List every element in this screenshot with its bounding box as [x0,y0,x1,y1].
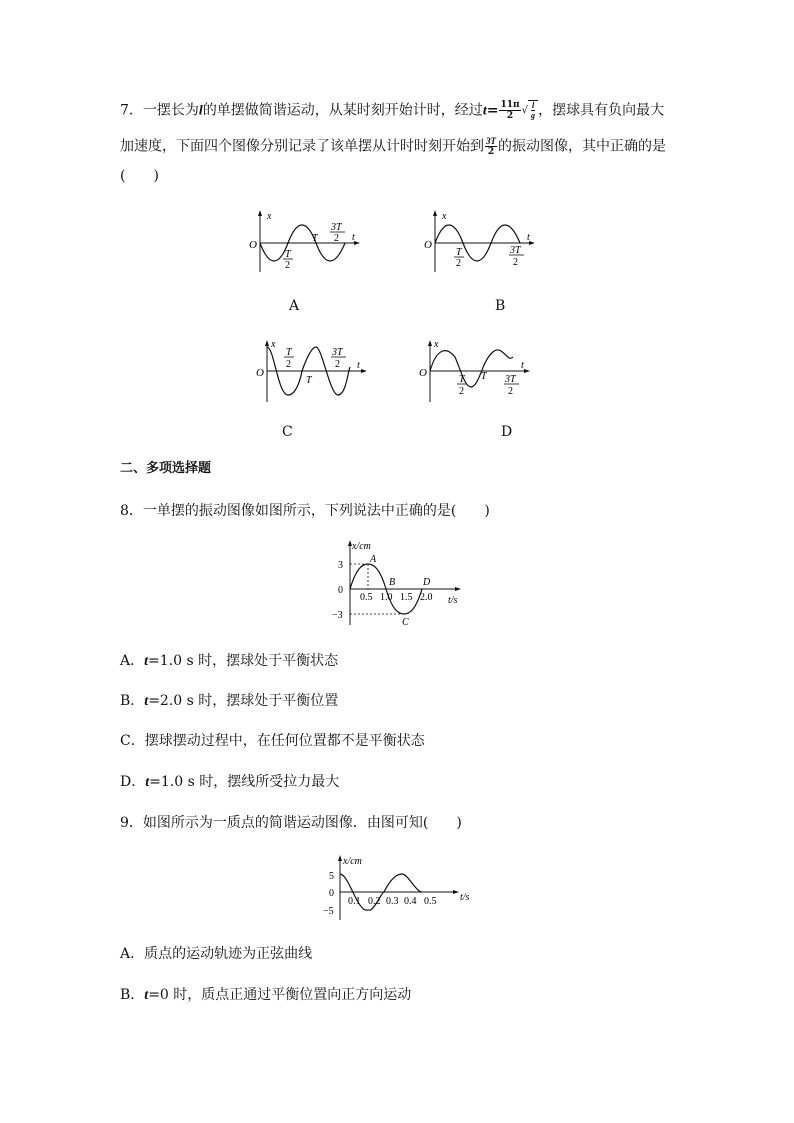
q7-graph-b [420,207,540,277]
svg-text:T: T [312,233,318,244]
q8-choice-c[interactable]: C．摆球摆动过程中，在任何位置都不是平衡状态 [120,733,425,749]
svg-text:O: O [424,239,432,251]
svg-text:−3: −3 [332,610,343,621]
svg-text:t: t [527,232,530,243]
q7-fraction-1: $\frac{11\pi}{2}$ [500,100,520,121]
svg-text:x: x [442,211,447,222]
svg-text:x: x [267,211,272,222]
q7-text-c: ，摆球具有负向最大 [538,102,665,119]
svg-text:1.5: 1.5 [400,592,413,603]
svg-text:0.1: 0.1 [348,896,361,907]
q7-option-d-label: D [501,424,513,440]
q8-stem: 8．一单摆的振动图像如图所示，下列说法中正确的是( ) [120,503,490,519]
q7-fraction-2: $\frac{3T}{2}$ [486,136,496,157]
svg-text:B: B [389,577,396,588]
svg-text:T: T [456,247,462,258]
q9-choice-a[interactable]: A．质点的运动轨迹为正弦曲线 [120,946,313,962]
q8-choice-b[interactable]: B．t=2.0 s 时，摆球处于平衡位置 [120,693,339,709]
svg-text:0.3: 0.3 [386,896,399,907]
q9-graph [322,852,470,927]
q7-graph-a [245,207,365,277]
svg-text:0: 0 [329,888,334,899]
svg-text:t: t [357,360,360,371]
svg-text:2: 2 [285,260,290,271]
q7-option-a-label: A [289,298,300,314]
svg-text:2.0: 2.0 [420,592,433,603]
q8-choice-a[interactable]: A．t=1.0 s 时，摆球处于平衡状态 [120,653,339,669]
svg-text:3T: 3T [332,347,343,358]
svg-text:T: T [306,375,312,386]
svg-text:0.2: 0.2 [368,896,381,907]
q7-eq: = [486,102,499,119]
svg-text:O: O [256,367,264,379]
svg-text:5: 5 [329,871,334,882]
svg-text:x/cm: x/cm [352,541,371,552]
svg-text:T: T [285,249,291,260]
svg-text:O: O [249,239,257,251]
svg-text:t: t [352,232,355,243]
q7-t: t [482,103,487,119]
svg-text:x: x [271,339,276,350]
svg-text:C: C [402,617,409,628]
svg-text:2: 2 [459,386,464,397]
q7-graph-c [252,337,372,407]
svg-text:D: D [423,577,431,588]
svg-text:2: 2 [513,257,518,268]
svg-text:0.5: 0.5 [424,896,437,907]
q7-var-l: l [198,103,203,119]
q7-graph-d [415,337,535,407]
section-heading: 二、多项选择题 [120,461,212,476]
q7-option-c-label: C [282,424,293,440]
svg-text:T: T [481,371,487,382]
svg-text:0.5: 0.5 [360,592,373,603]
svg-text:2: 2 [508,386,513,397]
svg-text:3T: 3T [505,374,516,385]
q7-answer-paren: ( ) [120,168,159,184]
q9-stem: 9．如图所示为一质点的简谐运动图像．由图可知( ) [120,815,462,831]
q8-choice-d[interactable]: D．t=1.0 s 时，摆线所受拉力最大 [120,774,340,790]
q7-line2 [120,136,666,157]
q9-choice-b[interactable]: B．t=0 时，质点正通过平衡位置向正方向运动 [120,987,412,1003]
svg-text:2: 2 [335,359,340,370]
svg-text:0.4: 0.4 [404,896,417,907]
svg-text:0: 0 [338,585,343,596]
q7-sqrt: √ $\frac{l}{g}$ [522,100,539,121]
svg-text:t/s: t/s [460,892,470,903]
q7-text-a: 一摆长为 [142,102,199,119]
svg-text:A: A [370,554,377,565]
svg-text:T: T [459,374,465,385]
svg-text:t/s: t/s [448,595,458,606]
svg-text:2: 2 [334,233,339,244]
svg-text:x/cm: x/cm [343,856,362,867]
q7-line2-a: 加速度，下面四个图像分别记录了该单摆从计时时刻开始到 [120,138,484,155]
q7-number: 7． [120,102,143,119]
svg-text:−5: −5 [323,906,334,917]
svg-text:2: 2 [286,359,291,370]
svg-text:3T: 3T [510,245,521,256]
q7-line2-b: 的振动图像，其中正确的是 [498,138,666,155]
q7-option-b-label: B [495,298,506,314]
svg-text:1.0: 1.0 [380,592,393,603]
svg-text:O: O [419,367,427,379]
svg-text:t: t [521,360,524,371]
svg-text:3: 3 [338,560,343,571]
svg-text:3T: 3T [331,222,342,233]
svg-text:2: 2 [456,258,461,269]
q7-line1 [120,100,664,122]
svg-text:T: T [286,347,292,358]
q7-text-b: 的单摆做简谐运动，从某时刻开始计时，经过 [202,102,483,119]
q8-graph [330,537,475,632]
svg-text:x: x [434,339,439,350]
